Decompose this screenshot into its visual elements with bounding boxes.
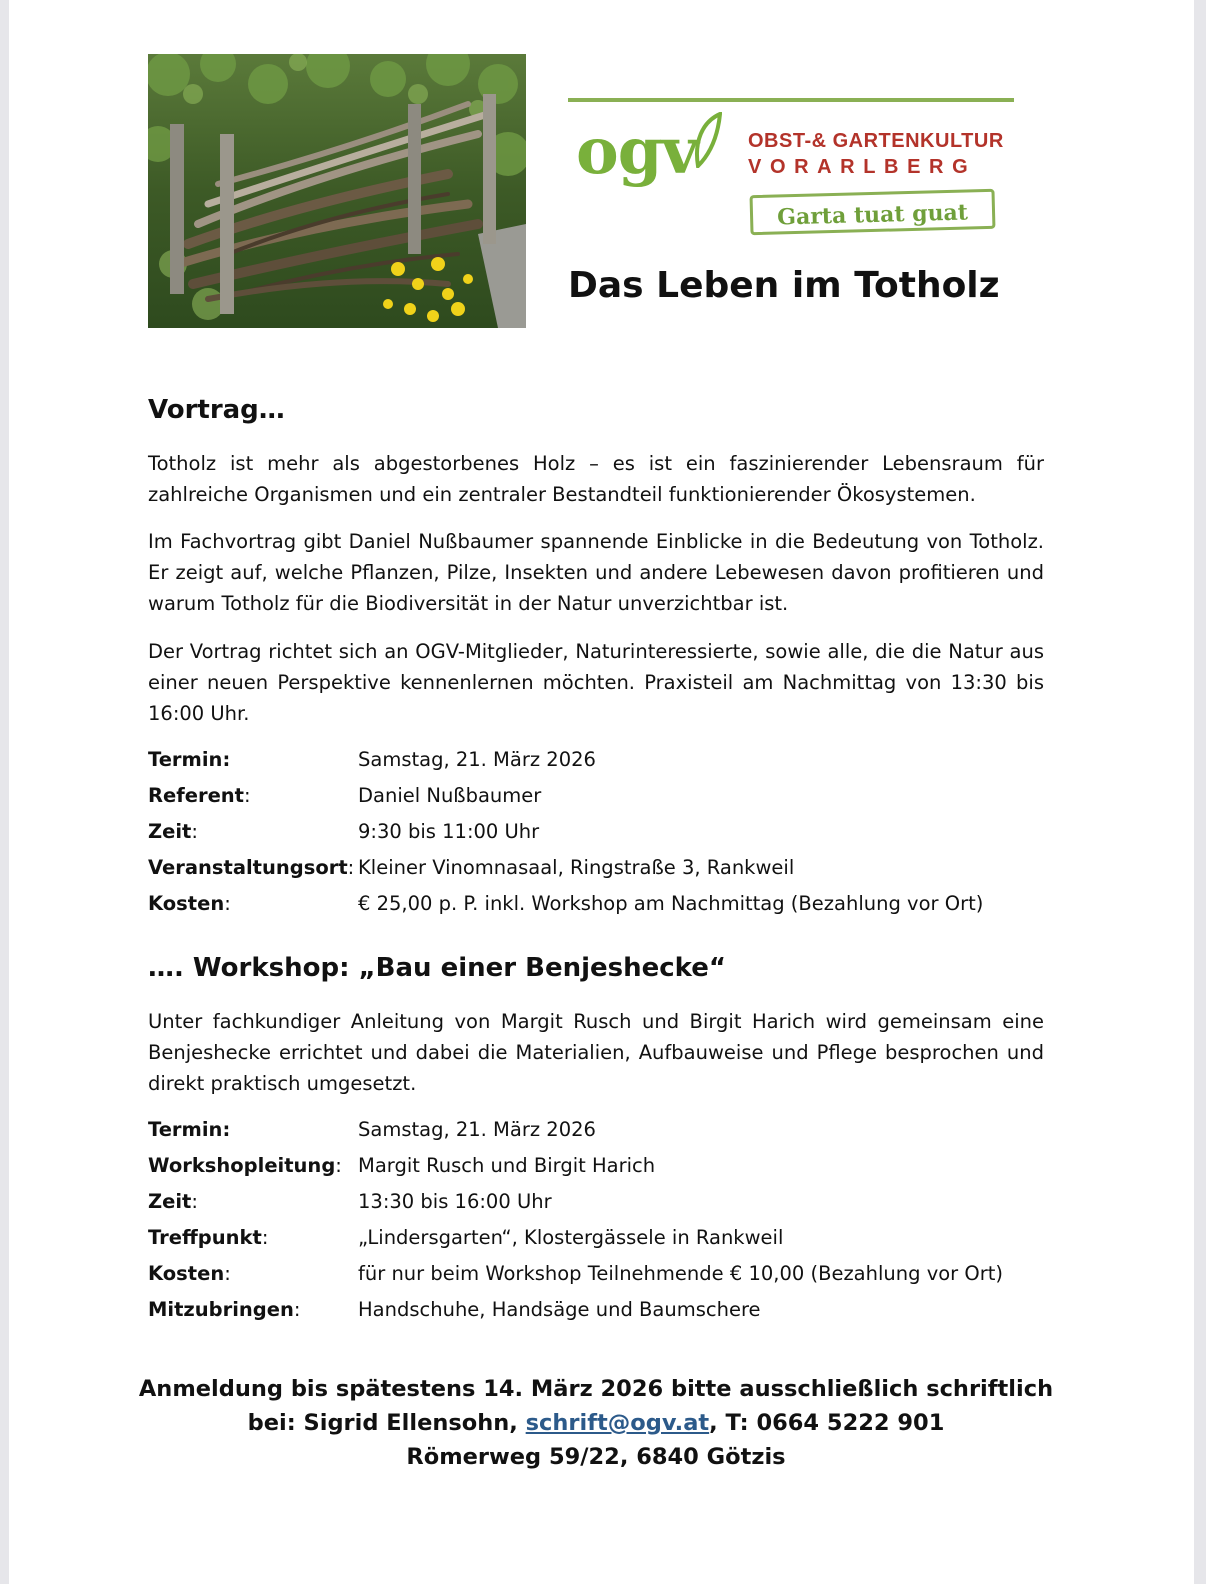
- vortrag-paragraph-2: [148, 526, 1044, 619]
- detail-value: Samstag, 21. März 2026: [358, 748, 596, 771]
- detail-key: Zeit: [148, 820, 192, 843]
- detail-value: Kleiner Vinomnasaal, Ringstraße 3, Rankweil: [358, 856, 795, 879]
- detail-row-mitzubringen: [148, 1292, 1048, 1328]
- detail-sep: :: [222, 1118, 231, 1141]
- leaf-icon: [692, 112, 722, 172]
- registration-line-1: Anmeldung bis spätestens 14. März 2026 bitte ausschließlich schriftlich: [138, 1376, 1054, 1402]
- detail-key: Kosten: [148, 892, 225, 915]
- detail-sep: :: [244, 784, 251, 807]
- detail-sep: :: [191, 820, 198, 843]
- detail-row-zeit: [148, 1184, 1048, 1220]
- detail-value: Margit Rusch und Birgit Harich: [358, 1154, 656, 1177]
- detail-row-termin: [148, 1112, 1048, 1148]
- detail-key: Termin: [148, 1118, 223, 1141]
- paragraph: Im Fachvortrag gibt Daniel Nußbaumer spannende Einblicke in die Bedeutung von Totholz. Er zeigt auf, welche Pflanzen, Pilze, Insekten und andere Lebewesen davon profitieren und warum Totholz für die Biodiversität in der Natur unverzichtbar ist.: [148, 530, 1044, 615]
- registration-contact: bei: Sigrid Ellensohn,: [247, 1410, 526, 1436]
- deadwood-photo: [148, 54, 526, 328]
- workshop-heading: …. Workshop: „Bau einer Benjeshecke“: [148, 953, 726, 983]
- detail-key: Workshopleitung: [148, 1154, 336, 1177]
- detail-row-zeit: [148, 814, 1048, 850]
- detail-value: € 25,00 p. P. inkl. Workshop am Nachmittag (Bezahlung vor Ort): [358, 892, 984, 915]
- logo-divider: [568, 98, 1014, 102]
- detail-row-kosten: [148, 1256, 1048, 1292]
- vortrag-section: [148, 392, 1044, 428]
- detail-value: Samstag, 21. März 2026: [358, 1118, 596, 1141]
- detail-row-treffpunkt: [148, 1220, 1048, 1256]
- detail-value: „Lindersgarten“, Klostergässele in Rankweil: [358, 1226, 784, 1249]
- logo-slogan: Garta tuat guat: [750, 189, 996, 235]
- detail-row-termin: [148, 742, 1048, 778]
- detail-key: Treffpunkt: [148, 1226, 262, 1249]
- paragraph: Totholz ist mehr als abgestorbenes Holz – es ist ein faszinierender Lebensraum für zahlreiche Organismen und ein zentraler Bestandteil funktionierender Ökosystemen.: [148, 452, 1044, 506]
- logo-line2: VORARLBERG: [748, 156, 977, 178]
- registration-info: [100, 1372, 1092, 1474]
- workshop-section: [148, 950, 1044, 986]
- detail-key: Kosten: [148, 1262, 225, 1285]
- detail-key: Veranstaltungsort: [148, 856, 348, 879]
- detail-row-kosten: [148, 886, 1048, 922]
- detail-value: für nur beim Workshop Teilnehmende € 10,00 (Bezahlung vor Ort): [358, 1262, 1004, 1285]
- detail-sep: :: [335, 1154, 342, 1177]
- detail-value: Handschuhe, Handsäge und Baumschere: [358, 1298, 761, 1321]
- detail-sep: :: [293, 1298, 301, 1321]
- paragraph: Der Vortrag richtet sich an OGV-Mitglieder, Naturinteressierte, sowie alle, die die Natur aus einer neuen Perspektive kennenlernen möchten. Praxisteil am Nachmittag von 13:30 bis 16:00 Uhr.: [148, 640, 1044, 725]
- paragraph: Unter fachkundiger Anleitung von Margit Rusch und Birgit Harich wird gemeinsam eine Benjeshecke errichtet und dabei die Materialien, Aufbauweise und Pflege besprochen und direkt praktisch umgesetzt.: [148, 1010, 1044, 1095]
- vortrag-paragraph-3: [148, 636, 1044, 729]
- detail-row-ort: [148, 850, 1048, 886]
- detail-row-leitung: [148, 1148, 1048, 1184]
- registration-line-2: [100, 1406, 1092, 1440]
- detail-key: Mitzubringen: [148, 1298, 294, 1321]
- detail-key: Termin: [148, 748, 223, 771]
- vortrag-details: [148, 742, 1048, 922]
- detail-sep: :: [191, 1190, 198, 1213]
- detail-sep: :: [224, 892, 231, 915]
- detail-sep: :: [224, 1262, 231, 1285]
- detail-sep: :: [347, 856, 355, 879]
- workshop-paragraph: [148, 1006, 1044, 1099]
- detail-value: 13:30 bis 16:00 Uhr: [358, 1190, 552, 1213]
- logo-mark: ogv: [576, 114, 698, 189]
- detail-value: 9:30 bis 11:00 Uhr: [358, 820, 540, 843]
- detail-key: Zeit: [148, 1190, 192, 1213]
- detail-sep: :: [222, 748, 231, 771]
- detail-row-referent: [148, 778, 1048, 814]
- detail-sep: :: [261, 1226, 269, 1249]
- vortrag-paragraph-1: [148, 448, 1044, 510]
- ogv-logo: [568, 98, 1014, 243]
- page-title: Das Leben im Totholz: [568, 265, 1000, 306]
- vortrag-heading: Vortrag…: [148, 395, 285, 425]
- registration-address: Römerweg 59/22, 6840 Götzis: [406, 1444, 786, 1470]
- logo-line1: OBST-& GARTENKULTUR: [748, 130, 1004, 152]
- detail-value: Daniel Nußbaumer: [358, 784, 542, 807]
- workshop-details: [148, 1112, 1048, 1328]
- registration-phone: , T: 0664 5222 901: [709, 1410, 945, 1436]
- email-link[interactable]: schrift@ogv.at: [525, 1410, 710, 1436]
- detail-key: Referent: [148, 784, 244, 807]
